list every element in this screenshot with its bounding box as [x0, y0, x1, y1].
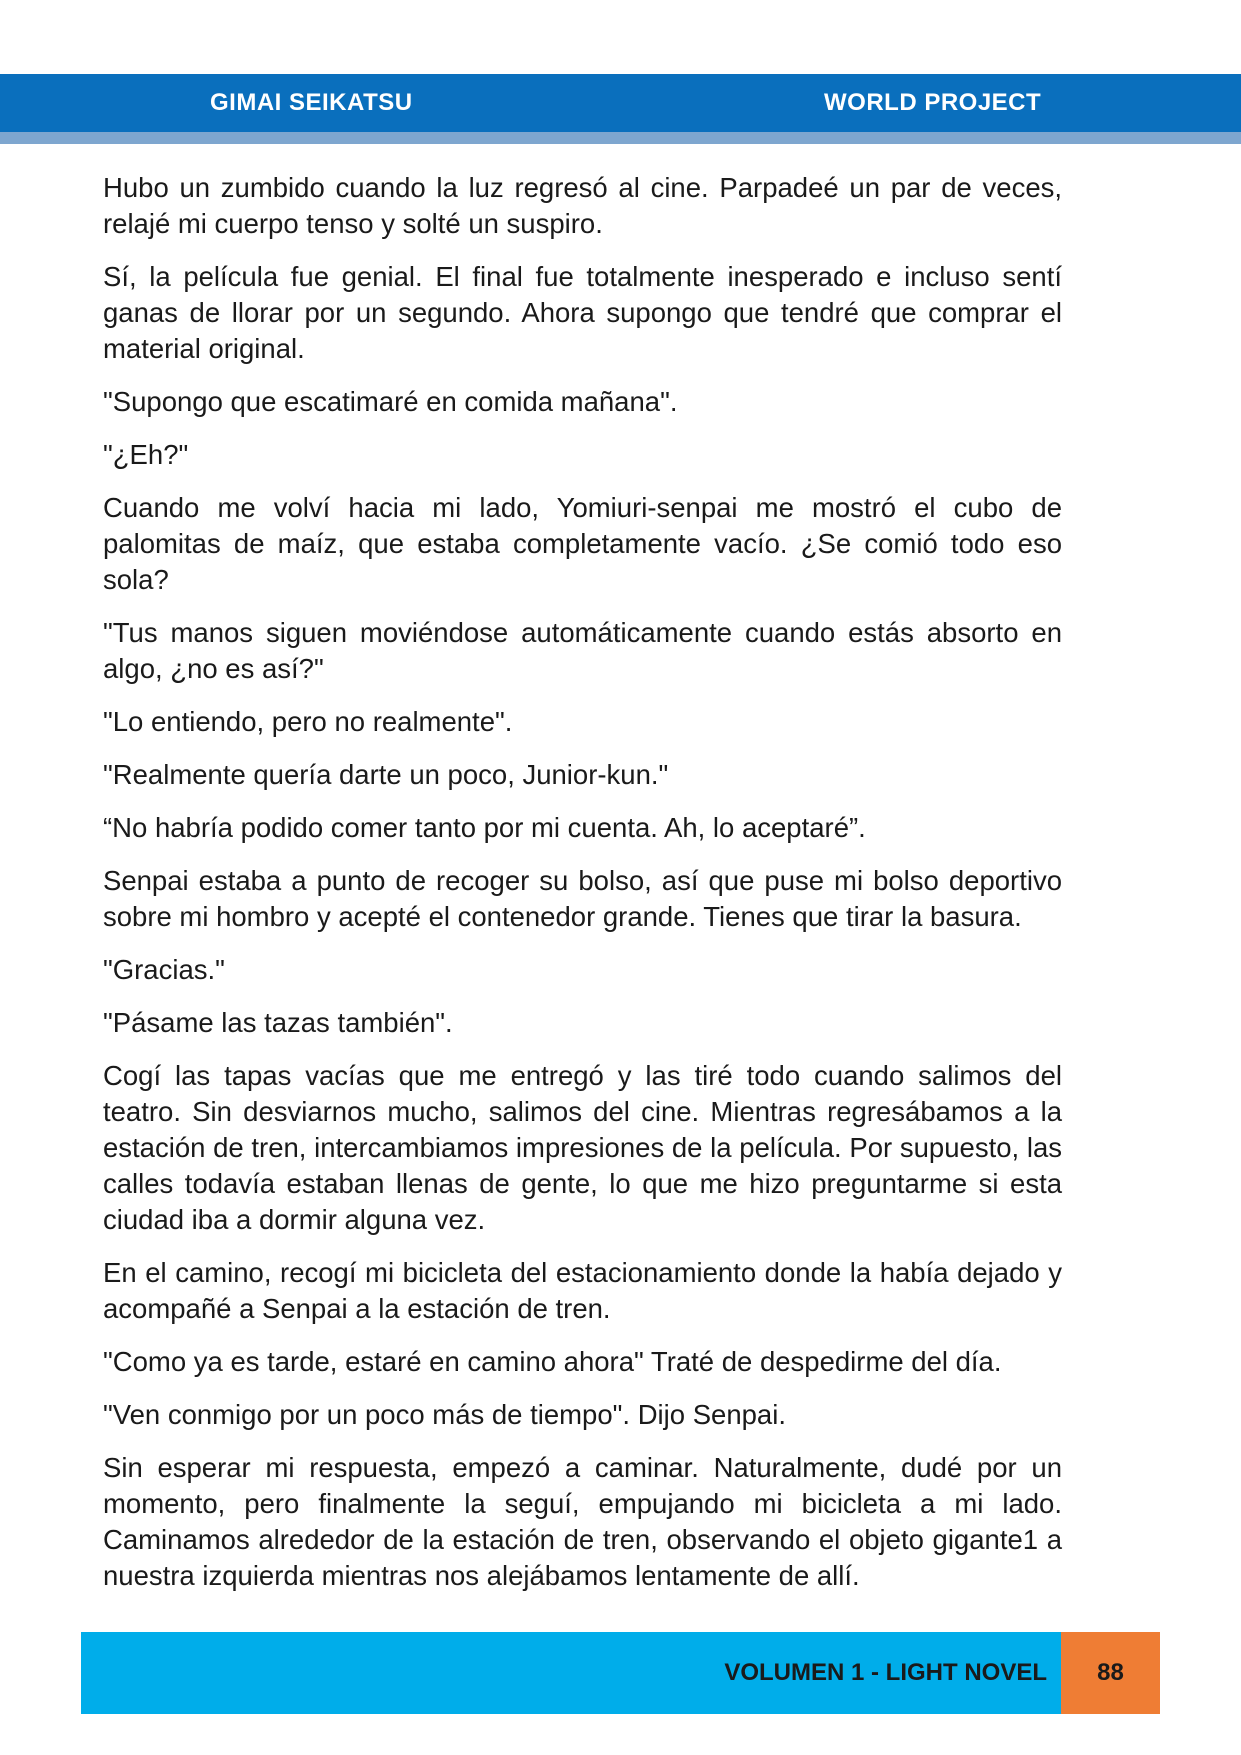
paragraph: Sí, la película fue genial. El final fue totalmente inesperado e incluso sentí ganas de llorar por un segundo. Ahora supongo que tendré que comprar el material original.	[103, 261, 1062, 364]
header-underline	[0, 132, 1241, 144]
paragraph: "Realmente quería darte un poco, Junior-kun."	[103, 759, 669, 790]
paragraph: Cuando me volví hacia mi lado, Yomiuri-senpai me mostró el cubo de palomitas de maíz, que estaba completamente vacío. ¿Se comió todo eso sola?	[103, 492, 1062, 595]
paragraph: "Supongo que escatimaré en comida mañana".	[103, 386, 678, 417]
paragraph: Hubo un zumbido cuando la luz regresó al cine. Parpadeé un par de veces, relajé mi cuerpo tenso y solté un suspiro.	[103, 172, 1062, 239]
paragraph: Cogí las tapas vacías que me entregó y las tiré todo cuando salimos del teatro. Sin desviarnos mucho, salimos del cine. Mientras regresábamos a la estación de tren, intercambiamos impresiones de la película. Por supuesto, las calles todavía estaban llenas de gente, lo que me hizo preguntarme si esta ciudad iba a dormir alguna vez.	[103, 1060, 1062, 1235]
paragraph: Senpai estaba a punto de recoger su bolso, así que puse mi bolso deportivo sobre mi hombro y acepté el contenedor grande. Tienes que tirar la basura.	[103, 865, 1062, 932]
footer-volume-label: VOLUMEN 1 - LIGHT NOVEL	[724, 1659, 1047, 1686]
paragraph: "Pásame las tazas también".	[103, 1007, 453, 1038]
paragraph: "Como ya es tarde, estaré en camino ahora" Traté de despedirme del día.	[103, 1346, 1002, 1377]
paragraph: "¿Eh?"	[103, 439, 189, 470]
header-series-title: GIMAI SEIKATSU	[210, 89, 413, 116]
paragraph: "Tus manos siguen moviéndose automáticamente cuando estás absorto en algo, ¿no es así?"	[103, 617, 1062, 684]
page-number: 88	[1061, 1632, 1160, 1714]
paragraph: Sin esperar mi respuesta, empezó a caminar. Naturalmente, dudé por un momento, pero finalmente la seguí, empujando mi bicicleta a mi lado. Caminamos alrededor de la estación de tren, observando el objeto gigante1 a nuestra izquierda mientras nos alejábamos lentamente de allí.	[103, 1452, 1062, 1591]
header-publisher: WORLD PROJECT	[824, 89, 1042, 116]
page-footer	[81, 1632, 1061, 1714]
body-text	[103, 170, 1062, 1611]
page-header	[0, 74, 1241, 132]
paragraph: "Lo entiendo, pero no realmente".	[103, 706, 513, 737]
paragraph: “No habría podido comer tanto por mi cuenta. Ah, lo aceptaré”.	[103, 812, 866, 843]
paragraph: En el camino, recogí mi bicicleta del estacionamiento donde la había dejado y acompañé a Senpai a la estación de tren.	[103, 1257, 1062, 1324]
paragraph: "Ven conmigo por un poco más de tiempo". Dijo Senpai.	[103, 1399, 786, 1430]
paragraph: "Gracias."	[103, 954, 225, 985]
